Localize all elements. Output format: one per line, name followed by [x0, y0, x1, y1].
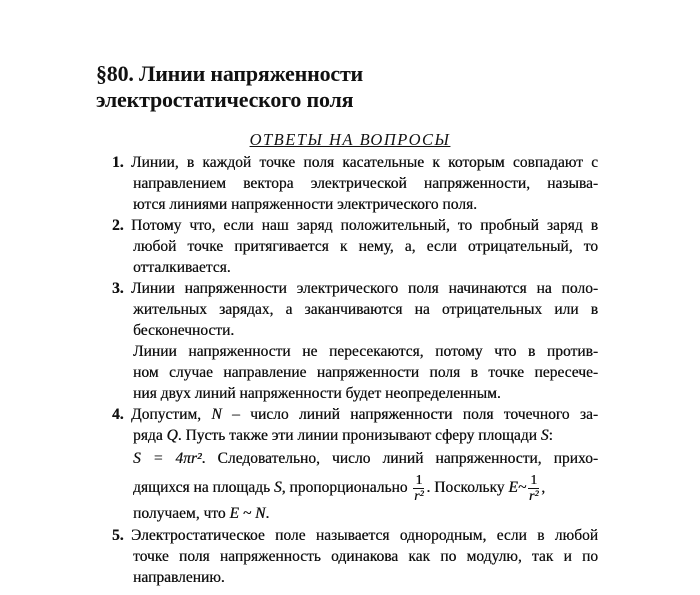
- answer-2-line: Потому что, если наш заряд положительный, то пробный заряд в: [131, 217, 598, 234]
- var-q: Q: [166, 427, 178, 444]
- page-title-line-2: электростатического поля: [96, 87, 354, 112]
- formula-sphere-area: S = 4πr²: [133, 450, 202, 467]
- answer-3-extra-line: Линии напряженности не пересекаются, потому что в против-: [133, 343, 598, 360]
- answer-3-extra-line: ния двух линий напряженности будет неопределенным.: [133, 385, 501, 402]
- answer-3-line: бесконечности.: [133, 322, 235, 339]
- fraction-numerator: 1: [415, 472, 423, 488]
- answer-4-line-3: [133, 450, 598, 468]
- answer-5-line: Электростатическое поле называется однородным, если в любой: [131, 527, 598, 544]
- answer-1-line: направлением вектора электрической напряженности, называ-: [133, 175, 598, 192]
- answer-4-number: 4.: [112, 406, 124, 423]
- text: получаем, что: [133, 505, 230, 522]
- page-title-line-1: §80. Линии напряженности: [96, 61, 364, 86]
- answer-1-number: 1.: [112, 154, 124, 171]
- var-s: S: [273, 479, 282, 496]
- answer-5-number: 5.: [112, 527, 124, 544]
- text: .: [265, 505, 270, 522]
- text: . Следовательно, число линий напряженности, прихо-: [201, 450, 598, 467]
- answer-1-line: ются линиями напряженности электрического поля.: [133, 196, 477, 213]
- text: . Пусть также эти линии пронизывают сферу площади: [177, 427, 541, 444]
- fraction: [528, 473, 539, 504]
- var-n: N: [211, 406, 222, 423]
- answer-4-line-4: [133, 470, 545, 506]
- var-e: E~: [508, 479, 527, 496]
- var-s: S: [540, 427, 549, 444]
- answer-4-line-1: [131, 406, 598, 424]
- text: . Поскольку: [426, 479, 509, 496]
- text: – число линий напряженности поля точечного за-: [221, 406, 598, 423]
- fraction-denominator: r²: [414, 488, 424, 504]
- text: ряда: [133, 427, 167, 444]
- answer-3-number: 3.: [112, 280, 124, 297]
- text: , пропорционально: [281, 479, 412, 496]
- text: Допустим,: [131, 406, 212, 423]
- answer-5-line: точке поля напряженность одинакова как по модулю, так и по: [133, 548, 598, 565]
- text: :: [548, 427, 553, 444]
- answer-1-line: Линии, в каждой точке поля касательные к которым совпадают с: [131, 154, 598, 171]
- answer-2-number: 2.: [112, 217, 124, 234]
- answer-3-line: Линии напряженности электрического поля начинаются на поло-: [131, 280, 598, 297]
- section-header: ОТВЕТЫ НА ВОПРОСЫ: [249, 130, 451, 149]
- answer-2-line: любой точке притягивается к нему, а, если отрицательный, то: [133, 238, 598, 255]
- answer-3-line: жительных зарядах, а заканчиваются на отрицательных или в: [133, 301, 598, 318]
- answer-3-extra-line: ном случае направление напряженности поля в точке пересече-: [133, 364, 598, 381]
- fraction-numerator: 1: [530, 472, 538, 488]
- answer-4-line-5: [133, 505, 269, 523]
- fraction-denominator: r²: [528, 488, 539, 504]
- fraction: [413, 473, 424, 504]
- text: ,: [541, 479, 546, 496]
- answer-2-line: отталкивается.: [133, 259, 231, 276]
- formula-proportional: E ~ N: [229, 505, 266, 522]
- text: дящихся на площадь: [133, 479, 274, 496]
- answer-4-line-2: [133, 427, 553, 445]
- answer-5-line: направлению.: [133, 569, 225, 586]
